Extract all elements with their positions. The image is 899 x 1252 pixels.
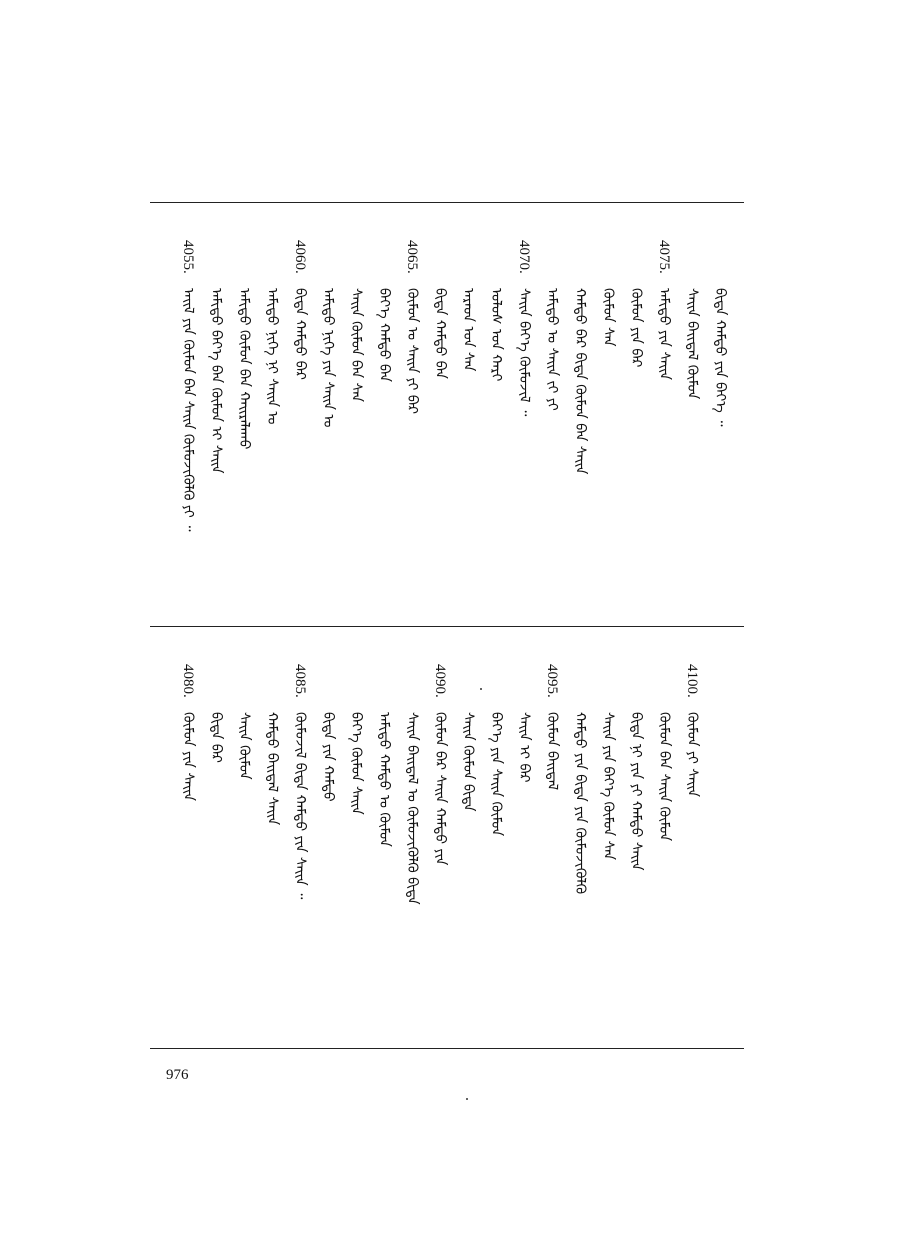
line-number: 4100.: [684, 664, 700, 698]
top-rule: [150, 202, 744, 203]
line-number: 4070.: [516, 240, 532, 274]
verse-line: ᠠᠮᠢᠳᠤ ᠨᠢᠭᠡ ᠨᠢ ᠰᠠᠢᠨ ᠣ: [264, 288, 280, 425]
verse-line: ᠬᠦᠮᠦᠨ ᠪᠠᠢᠳᠠᠯ: [544, 712, 560, 791]
upper-verse-block: [150, 240, 744, 610]
scan-speck: [480, 688, 482, 690]
verse-line: ᠪᠢᠳᠡ ᠬᠠᠮᠲᠤ ᠶᠢᠨ ᠪᠡᠶ᠎ᠡ ᠃: [712, 288, 728, 427]
verse-line: ᠬᠠᠮᠲᠤ ᠶᠢᠨ ᠪᠢᠳᠡ ᠶᠢᠨ ᠬᠦᠮᠦᠵᠢᠭᠦᠯᠬᠦ: [572, 712, 588, 895]
verse-line: ᠰᠠᠢᠨ ᠬᠦᠮᠦᠨ ᠪᠡᠨ ᠰᠠᠨ: [348, 288, 364, 403]
verse-line: ᠬᠠᠮᠲᠤ ᠪᠠᠢᠳᠠᠯ ᠰᠠᠢᠨ: [264, 712, 280, 826]
verse-line: ᠠᠮᠢᠳᠤ ᠪᠡᠶ᠎ᠡ ᠪᠡᠨ ᠬᠦᠮᠦᠨ ᠢ ᠰᠠᠢᠨ: [208, 288, 224, 474]
verse-line: ᠪᠢᠳᠡ ᠨᠢ ᠶᠢᠨ ᠶᠢ ᠬᠠᠮᠲᠤ ᠰᠠᠢᠨ: [628, 712, 644, 871]
verse-line: ᠰᠠᠢᠨ ᠪᠡᠶ᠎ᠡ ᠬᠦᠮᠦᠵᠢᠯ ᠃: [516, 288, 532, 417]
verse-line: ᠤᠯᠤᠰ ᠤᠨ ᠬᠠᠷᠢ: [488, 288, 504, 382]
verse-line: ᠰᠠᠢᠨ ᠪᠠᠢᠳᠠᠯ ᠣ ᠬᠦᠮᠦᠵᠢᠭᠦᠯᠬᠦ ᠪᠢᠳᠡ: [404, 712, 420, 905]
verse-line: ᠬᠦᠮᠦᠨ ᠣ ᠰᠠᠢᠨ ᠶᠢ ᠪᠠᠷ: [404, 288, 420, 414]
verse-line: ᠬᠦᠮᠦᠨ ᠪᠡᠨ ᠰᠠᠢᠨ ᠬᠦᠮᠦᠨ: [656, 712, 672, 842]
verse-line: ᠠᠮᠢᠳᠤ ᠬᠠᠮᠲᠤ ᠣ ᠬᠦᠮᠦᠨ: [376, 712, 392, 847]
verse-line: ᠪᠡᠶ᠎ᠡ ᠶᠢᠨ ᠰᠠᠢᠨ ᠬᠦᠮᠦᠨ: [488, 712, 504, 837]
line-number: 4090.: [432, 664, 448, 698]
verse-line: ᠰᠠᠢᠨ ᠪᠠᠢᠳᠠᠯ ᠬᠦᠮᠦᠨ: [684, 288, 700, 400]
page-number: 976: [166, 1067, 189, 1083]
verse-line: ᠪᠢᠳᠡ ᠪᠠᠷ: [208, 712, 224, 763]
line-number: 4095.: [544, 664, 560, 698]
verse-line: ᠠᠢᠯ ᠶᠢᠨ ᠬᠦᠮᠦᠨ ᠪᠡᠨ ᠰᠠᠢᠨ ᠬᠦᠮᠦᠵᠢᠭᠦᠯᠬᠦ ᠶᠢ ᠃: [180, 288, 196, 532]
line-number: 4060.: [292, 240, 308, 274]
line-number: 4055.: [180, 240, 196, 274]
verse-line: ᠠᠮᠢᠳᠤ ᠨᠢᠭᠡ ᠶᠢᠨ ᠰᠠᠢᠨ ᠣ: [320, 288, 336, 428]
verse-line: ᠬᠦᠮᠦᠨ ᠰᠠᠨ: [600, 288, 616, 347]
verse-line: ᠠᠮᠢᠳᠤ ᠶᠢᠨ ᠰᠠᠢᠨ: [656, 288, 672, 380]
verse-line: ᠰᠠᠢᠨ ᠢ ᠪᠠᠷ: [516, 712, 532, 783]
lower-verse-block: [150, 664, 744, 1034]
verse-line: ᠠᠷᠠᠳ ᠤᠨ ᠰᠠᠨ: [460, 288, 476, 372]
scan-speck: [466, 1098, 468, 1100]
verse-line: ᠰᠠᠢᠨ ᠬᠦᠮᠦᠨ: [236, 712, 252, 780]
verse-line: ᠠᠮᠢᠳᠤ ᠬᠦᠮᠦᠨ ᠪᠡᠨ ᠬᠠᠢᠷᠠᠯᠠᠬᠤ: [236, 288, 252, 450]
verse-line: ᠰᠠᠢᠨ ᠶᠢᠨ ᠪᠡᠶ᠎ᠡ ᠬᠦᠮᠦᠨ ᠰᠠᠨ: [600, 712, 616, 860]
bottom-rule: [150, 1048, 744, 1049]
line-number: 4075.: [656, 240, 672, 274]
verse-line: ᠪᠡᠶ᠎ᠡ ᠬᠠᠮᠲᠤ ᠪᠠᠨ: [376, 288, 392, 383]
verse-line: ᠪᠢᠳᠡ ᠶᠢᠨ ᠬᠠᠮᠲᠤ: [320, 712, 336, 802]
verse-line: ᠪᠢᠳᠡ ᠬᠠᠮᠲᠤ ᠪᠠᠷ: [292, 288, 308, 380]
line-number: 4065.: [404, 240, 420, 274]
verse-line: ᠬᠦᠮᠦᠨ ᠶᠢᠨ ᠰᠠᠢᠨ: [180, 712, 196, 801]
verse-line: ᠪᠢᠳᠡ ᠬᠠᠮᠲᠤ ᠪᠠᠨ: [432, 288, 448, 379]
line-number: 4085.: [292, 664, 308, 698]
verse-line: ᠬᠦᠮᠦᠵᠢᠯ ᠪᠢᠳᠡ ᠬᠠᠮᠲᠤ ᠶᠢᠨ ᠰᠠᠢᠨ ᠃: [292, 712, 308, 900]
verse-line: ᠬᠠᠮᠲᠤ ᠪᠠᠷ ᠪᠢᠳᠡ ᠬᠦᠮᠦᠨ ᠪᠡᠨ ᠰᠠᠢᠨ: [572, 288, 588, 475]
middle-rule: [150, 626, 744, 627]
verse-line: ᠪᠡᠶ᠎ᠡ ᠬᠦᠮᠦᠨ ᠰᠠᠢᠨ: [348, 712, 364, 815]
verse-line: ᠰᠠᠢᠨ ᠬᠦᠮᠦᠨ ᠪᠢᠳᠡ: [460, 712, 476, 812]
verse-line: ᠠᠮᠢᠳᠤ ᠣ ᠰᠠᠢᠨ ᠵᠢ ᠶᠢ: [544, 288, 560, 411]
verse-line: ᠬᠦᠮᠦᠨ ᠶᠢ ᠰᠠᠢᠨ: [684, 712, 700, 797]
verse-line: ᠬᠦᠮᠦᠨ ᠶᠢᠨ ᠪᠠᠷ: [628, 288, 644, 368]
line-number: 4080.: [180, 664, 196, 698]
verse-line: ᠬᠦᠮᠦᠨ ᠪᠠᠷ ᠰᠠᠢᠨ ᠬᠠᠮᠲᠤ ᠶᠢᠨ: [432, 712, 448, 866]
